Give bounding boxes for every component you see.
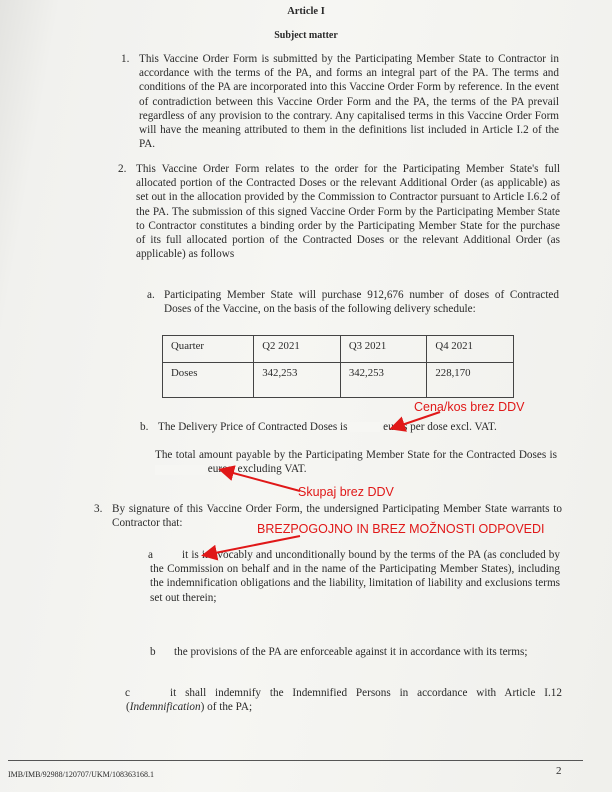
clause-3c-italic: Indemnification	[129, 701, 201, 714]
clause-3-intro: By signature of this Vaccine Order Form, the undersigned Participating Member State warrants to Contractor that:	[112, 503, 562, 530]
total-amount-before: The total amount payable by the Participating Member State for the Contracted Doses is	[155, 449, 557, 461]
delivery-price-before: The Delivery Price of Contracted Doses is	[158, 421, 348, 433]
clause-3a-text: it is irrevocably and unconditionally bound by the terms of the PA (as concluded by the Commission on behalf and in the name of the Participating Member States), including the indemnification obligations and the liability, limitation of liability and exclusions terms set out therein;	[150, 549, 560, 604]
page-number: 2	[556, 765, 562, 777]
arrow-price	[393, 412, 440, 428]
clause-2a-label: a.	[147, 289, 155, 301]
clause-1-text: This Vaccine Order Form is submitted by the Participating Member State to Contractor in accordance with the terms of the PA, and forms an integral part of the PA. The terms and conditions of the PA are incorporated into this Vaccine Order Form by reference. In the event of contradiction between this Vaccine Order Form and the PA, the terms of the PA prevail regardless of any provision to the contrary. Any capitalised terms in this Vaccine Order Form will have the meaning attributed to them in the definitions list included in Article I.2 of the PA.	[139, 53, 559, 151]
article-subtitle: Subject matter	[274, 30, 338, 41]
clause-3c-text-after: ) of the PA;	[200, 701, 253, 714]
table-cell: 342,253	[340, 363, 427, 398]
table-cell: Doses	[163, 363, 254, 398]
table-header-cell: Q4 2021	[427, 336, 514, 363]
arrow-total	[222, 470, 300, 491]
clause-3c-text-before: it shall indemnify the Indemnified Persons in accordance with Article I.12 (	[126, 687, 562, 714]
clause-2-number: 2.	[118, 163, 127, 175]
table-cell: 342,253	[254, 363, 341, 398]
annotation-price-label: Cena/kos brez DDV	[414, 400, 525, 414]
article-title: Article I	[287, 6, 325, 17]
delivery-price-after: euros per dose excl. VAT.	[383, 421, 497, 433]
footer-reference: IMB/IMB/92988/120707/UKM/108363168.1	[8, 770, 155, 779]
clause-2b-label: b.	[140, 421, 149, 433]
total-amount-after: euros, excluding VAT.	[207, 463, 307, 476]
clause-2-text: This Vaccine Order Form relates to the order for the Participating Member State's full allocated portion of the Contracted Doses or the relevant Additional Order (as applicable) as set out in the allocation provided by the Commission to Contractor pursuant to Article I.6.2 of the PA. The submission of this signed Vaccine Order Form by the Participating Member State to Contractor constitutes a binding order by the Participating Member State for the purchase of its full allocated portion of the Contracted Doses or the relevant Additional Order (as applicable) as follows	[136, 163, 560, 261]
clause-2a-text: Participating Member State will purchase 912,676 number of doses of Contracted Doses of the Vaccine, on the basis of the following delivery schedule:	[164, 289, 559, 316]
table-header-cell: Q2 2021	[254, 336, 341, 363]
table-header-cell: Quarter	[163, 336, 254, 363]
annotation-irrevocable-label: BREZPOGOJNO IN BREZ MOŽNOSTI ODPOVEDI	[257, 522, 545, 536]
clause-1-number: 1.	[121, 53, 130, 65]
clause-3c-label: c	[125, 687, 130, 699]
annotation-total-label: Skupaj brez DDV	[298, 485, 394, 499]
table-header-cell: Q3 2021	[340, 336, 427, 363]
clause-3a-label: a	[148, 549, 153, 561]
clause-3b-text: the provisions of the PA are enforceable against it in accordance with its terms;	[174, 646, 528, 658]
clause-3b-label: b	[150, 646, 156, 658]
clause-3-number: 3.	[94, 503, 103, 515]
table-cell: 228,170	[427, 363, 514, 398]
arrow-irrevocable	[205, 536, 300, 555]
